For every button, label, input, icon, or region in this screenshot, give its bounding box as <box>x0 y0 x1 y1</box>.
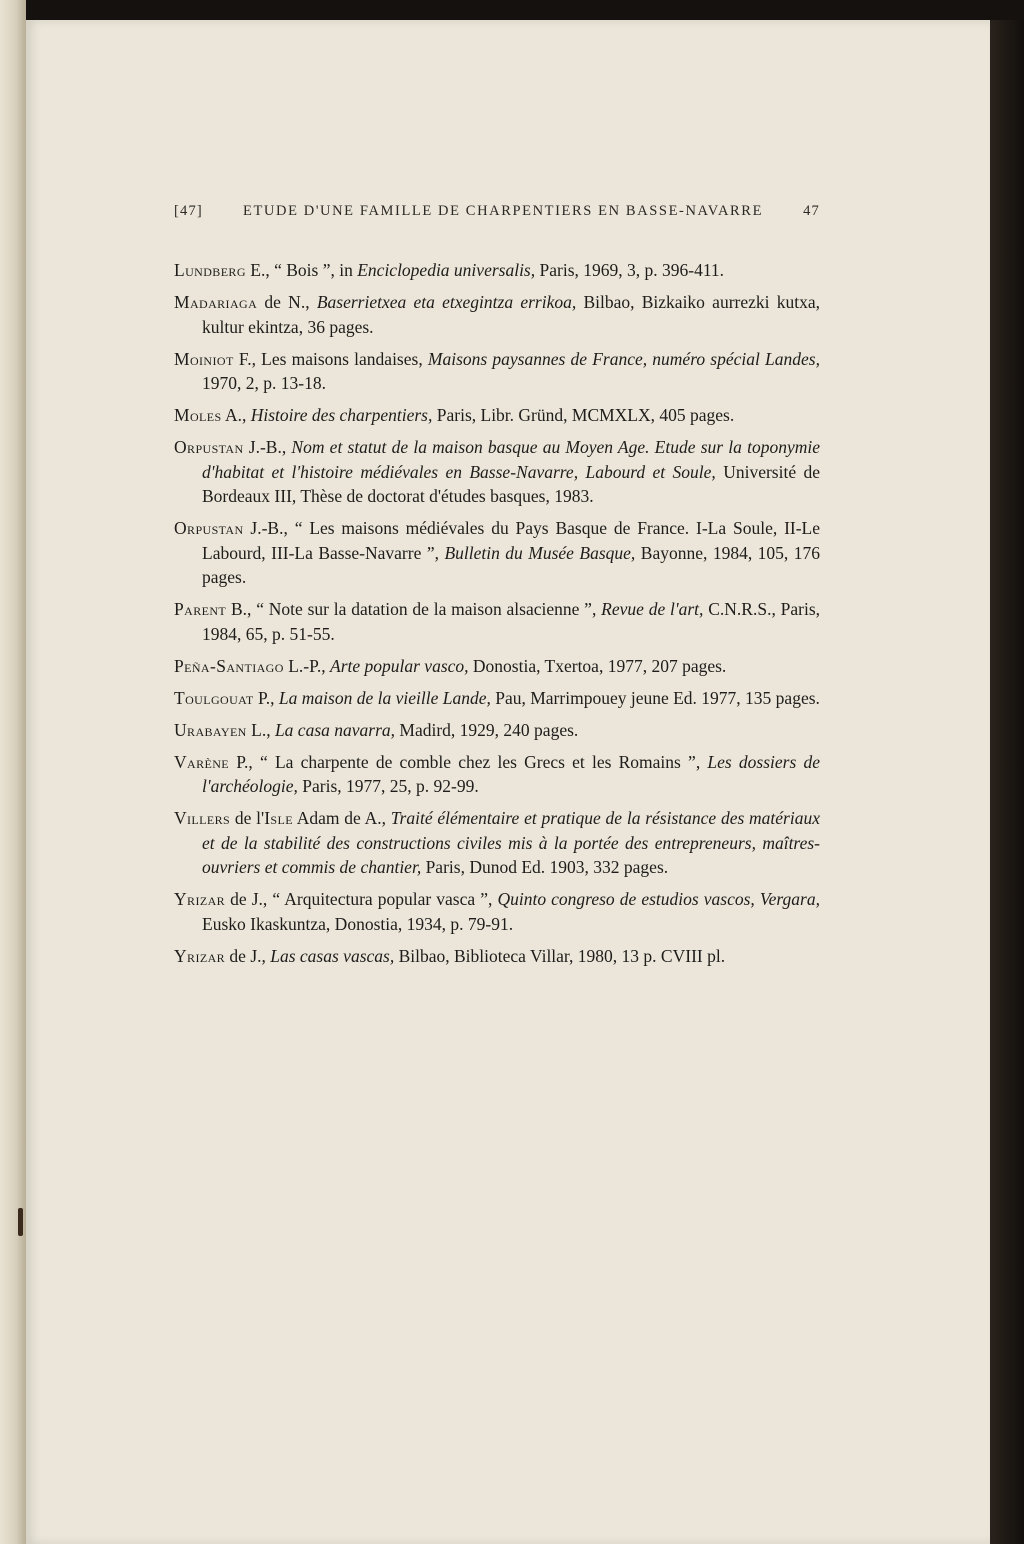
bibliography-list <box>174 258 820 976</box>
bibliography-entry: Orpustan J.-B., “ Les maisons médiévales du Pays Basque de France. I-La Soule, II-Le Labourd, III-La Basse-Navarre ”, Bulletin du Musée Basque, Bayonne, 1984, 105, 176 pages. <box>174 518 821 587</box>
bibliography-entry: Orpustan J.-B., Nom et statut de la maison basque au Moyen Age. Etude sur la toponymie d'habitat et l'histoire médiévales en Basse-Navarre, Labourd et Soule, Université de Bordeaux III, Thèse de doctorat d'études basques, 1983. <box>174 437 820 506</box>
bibliography-entry: Yrizar de J., Las casas vascas, Bilbao, Biblioteca Villar, 1980, 13 p. CVIII pl. <box>174 945 726 966</box>
bibliography-entry: Yrizar de J., “ Arquitectura popular vasca ”, Quinto congreso de estudios vascos, Vergara, Eusko Ikaskuntza, Donostia, 1934, p. 79-91. <box>174 889 820 934</box>
page-number: 47 <box>803 203 820 219</box>
previous-page-edge <box>0 0 26 1544</box>
bibliography-entry: Varène P., “ La charpente de comble chez les Grecs et les Romains ”, Les dossiers de l'archéologie, Paris, 1977, 25, p. 92-99. <box>174 751 821 796</box>
running-title: ETUDE D'UNE FAMILLE DE CHARPENTIERS EN BASSE-NAVARRE <box>243 203 764 219</box>
bibliography-entry: Urabayen L., La casa navarra, Madird, 1929, 240 pages. <box>174 719 579 740</box>
background-right <box>990 20 1024 1544</box>
bibliography-entry: Moles A., Histoire des charpentiers, Paris, Libr. Gründ, MCMXLX, 405 pages. <box>174 405 735 425</box>
bibliography-entry: Toulgouat P., La maison de la vieille Lande, Pau, Marrimpouey jeune Ed. 1977, 135 pages. <box>174 687 820 708</box>
bibliography-entry: Lundberg E., “ Bois ”, in Enciclopedia universalis, Paris, 1969, 3, p. 396-411. <box>174 260 725 280</box>
chapter-number: [47] <box>174 203 203 219</box>
bibliography-entry: Peña-Santiago L.-P., Arte popular vasco, Donostia, Txertoa, 1977, 207 pages. <box>174 655 727 676</box>
binding-mark <box>18 1208 23 1236</box>
bibliography-entry: Villers de l'Isle Adam de A., Traité élémentaire et pratique de la résistance des matériaux et de la stabilité des constructions civiles mis à la portée des entrepreneurs, maîtres-ouvriers et commis de chantier, Paris, Dunod Ed. 1903, 332 pages. <box>174 808 820 877</box>
background-top <box>0 0 1024 20</box>
bibliography-entry: Parent B., “ Note sur la datation de la maison alsacienne ”, Revue de l'art, C.N.R.S., Paris, 1984, 65, p. 51-55. <box>174 599 820 644</box>
running-head <box>174 203 820 220</box>
bibliography-entry: Madariaga de N., Baserrietxea eta etxegintza errikoa, Bilbao, Bizkaiko aurrezki kutxa, kultur ekintza, 36 pages. <box>174 292 821 337</box>
bibliography-entry: Moiniot F., Les maisons landaises, Maisons paysannes de France, numéro spécial Landes, 1970, 2, p. 13-18. <box>174 348 820 393</box>
